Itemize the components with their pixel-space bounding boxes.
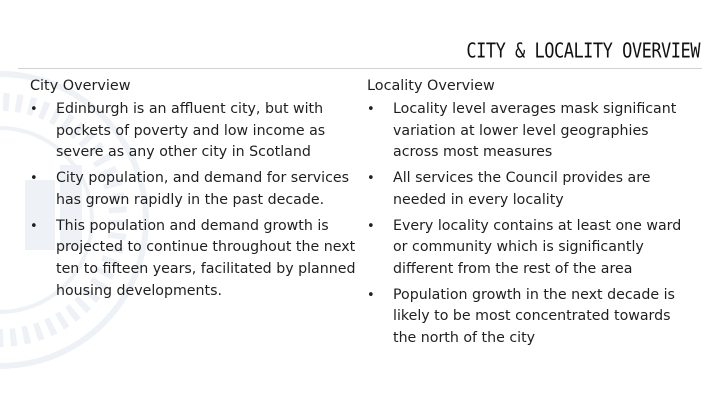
locality-overview-column bbox=[367, 77, 697, 354]
list-item bbox=[30, 168, 356, 211]
list-item-text: This population and demand growth is projected to continue throughout the next ten to fifteen years, facilitated by planned housing developments. bbox=[56, 217, 356, 299]
bullet-icon: • bbox=[367, 102, 375, 117]
slide-title: CITY & LOCALITY OVERVIEW bbox=[466, 40, 700, 64]
city-overview-heading: City Overview bbox=[30, 78, 131, 94]
bullet-icon: • bbox=[367, 218, 375, 234]
list-item-text: City population, and demand for services has grown rapidly in the past decade. bbox=[56, 170, 350, 208]
list-item bbox=[367, 168, 697, 211]
locality-overview-list bbox=[367, 99, 697, 350]
bullet-icon: • bbox=[30, 102, 38, 117]
bullet-icon: • bbox=[30, 171, 38, 187]
list-item-text: Edinburgh is an affluent city, but with pockets of poverty and low income as severe as any other city in Scotland bbox=[56, 101, 326, 161]
bullet-icon: • bbox=[367, 171, 375, 187]
list-item bbox=[30, 99, 356, 164]
list-item bbox=[367, 99, 697, 164]
bullet-icon: • bbox=[30, 218, 38, 234]
locality-overview-heading: Locality Overview bbox=[367, 78, 495, 94]
list-item-text: Population growth in the next decade is likely to be most concentrated towards the north of the city bbox=[393, 286, 675, 347]
list-item-text: Locality level averages mask significant variation at lower level geographies across most measures bbox=[393, 101, 677, 161]
list-item-text: All services the Council provides are needed in every locality bbox=[393, 170, 651, 208]
list-item bbox=[367, 285, 697, 350]
title-divider bbox=[18, 68, 702, 69]
city-overview-list bbox=[30, 99, 356, 302]
city-overview-column bbox=[30, 77, 356, 306]
bullet-icon: • bbox=[367, 287, 375, 303]
list-item bbox=[367, 216, 697, 281]
list-item-text: Every locality contains at least one ward or community which is significantly different from the rest of the area bbox=[393, 217, 682, 277]
list-item bbox=[30, 216, 356, 303]
